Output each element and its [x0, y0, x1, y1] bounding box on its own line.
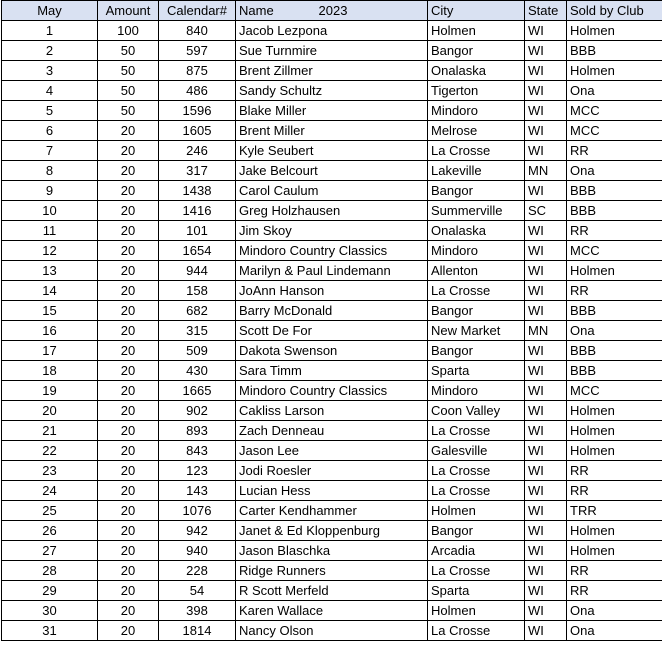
- cell-calendar: 902: [159, 401, 236, 421]
- cell-name: Ridge Runners: [236, 561, 428, 581]
- cell-city: Holmen: [428, 501, 525, 521]
- cell-calendar: 101: [159, 221, 236, 241]
- cell-club: BBB: [567, 181, 662, 201]
- cell-calendar: 246: [159, 141, 236, 161]
- cell-city: La Crosse: [428, 421, 525, 441]
- cell-club: Holmen: [567, 401, 662, 421]
- cell-club: RR: [567, 281, 662, 301]
- cell-name: Lucian Hess: [236, 481, 428, 501]
- cell-name: Brent Miller: [236, 121, 428, 141]
- table-row: [2, 521, 662, 541]
- cell-state: WI: [525, 421, 567, 441]
- cell-state: WI: [525, 21, 567, 41]
- cell-club: RR: [567, 581, 662, 601]
- cell-amount: 20: [98, 321, 159, 341]
- cell-amount: 20: [98, 241, 159, 261]
- cell-state: WI: [525, 541, 567, 561]
- cell-may: 29: [2, 581, 98, 601]
- cell-city: Holmen: [428, 601, 525, 621]
- cell-club: MCC: [567, 101, 662, 121]
- cell-name: Mindoro Country Classics: [236, 241, 428, 261]
- cell-calendar: 875: [159, 61, 236, 81]
- table-body: [2, 21, 662, 641]
- cell-state: WI: [525, 521, 567, 541]
- cell-name: Scott De For: [236, 321, 428, 341]
- table-row: [2, 501, 662, 521]
- cell-name: Sara Timm: [236, 361, 428, 381]
- cell-calendar: 944: [159, 261, 236, 281]
- cell-club: RR: [567, 561, 662, 581]
- cell-may: 15: [2, 301, 98, 321]
- header-amount: Amount: [98, 1, 159, 21]
- cell-amount: 50: [98, 61, 159, 81]
- cell-calendar: 228: [159, 561, 236, 581]
- cell-city: Mindoro: [428, 381, 525, 401]
- cell-city: Bangor: [428, 181, 525, 201]
- cell-may: 10: [2, 201, 98, 221]
- table-row: [2, 361, 662, 381]
- cell-state: WI: [525, 261, 567, 281]
- cell-city: Onalaska: [428, 221, 525, 241]
- cell-calendar: 1076: [159, 501, 236, 521]
- cell-city: Sparta: [428, 581, 525, 601]
- cell-may: 22: [2, 441, 98, 461]
- cell-name: Greg Holzhausen: [236, 201, 428, 221]
- cell-may: 20: [2, 401, 98, 421]
- cell-name: Zach Denneau: [236, 421, 428, 441]
- cell-may: 25: [2, 501, 98, 521]
- cell-may: 26: [2, 521, 98, 541]
- cell-club: Ona: [567, 321, 662, 341]
- cell-city: La Crosse: [428, 281, 525, 301]
- header-name-wrap: [239, 1, 424, 20]
- cell-amount: 20: [98, 301, 159, 321]
- header-calendar: Calendar#: [159, 1, 236, 21]
- cell-state: MN: [525, 161, 567, 181]
- table-row: [2, 561, 662, 581]
- header-name-cell: [236, 1, 428, 21]
- cell-calendar: 317: [159, 161, 236, 181]
- cell-state: WI: [525, 221, 567, 241]
- cell-club: BBB: [567, 201, 662, 221]
- table-row: [2, 121, 662, 141]
- cell-state: WI: [525, 441, 567, 461]
- cell-name: Sandy Schultz: [236, 81, 428, 101]
- cell-may: 11: [2, 221, 98, 241]
- table-row: [2, 21, 662, 41]
- cell-amount: 20: [98, 121, 159, 141]
- cell-amount: 20: [98, 161, 159, 181]
- cell-may: 30: [2, 601, 98, 621]
- cell-club: RR: [567, 141, 662, 161]
- cell-club: Holmen: [567, 421, 662, 441]
- table-row: [2, 581, 662, 601]
- cell-city: Bangor: [428, 521, 525, 541]
- cell-club: Ona: [567, 621, 662, 641]
- cell-may: 19: [2, 381, 98, 401]
- cell-may: 9: [2, 181, 98, 201]
- cell-calendar: 1605: [159, 121, 236, 141]
- cell-state: WI: [525, 181, 567, 201]
- cell-city: Bangor: [428, 301, 525, 321]
- cell-name: Jason Blaschka: [236, 541, 428, 561]
- cell-may: 16: [2, 321, 98, 341]
- cell-amount: 20: [98, 181, 159, 201]
- cell-city: Melrose: [428, 121, 525, 141]
- cell-calendar: 1596: [159, 101, 236, 121]
- header-club: Sold by Club: [567, 1, 662, 21]
- cell-state: WI: [525, 381, 567, 401]
- cell-club: Holmen: [567, 541, 662, 561]
- cell-state: WI: [525, 461, 567, 481]
- cell-may: 18: [2, 361, 98, 381]
- cell-calendar: 315: [159, 321, 236, 341]
- cell-state: WI: [525, 621, 567, 641]
- cell-city: Sparta: [428, 361, 525, 381]
- header-year: 2023: [318, 3, 348, 18]
- table-row: [2, 261, 662, 281]
- cell-state: WI: [525, 61, 567, 81]
- cell-amount: 20: [98, 501, 159, 521]
- cell-calendar: 942: [159, 521, 236, 541]
- cell-state: WI: [525, 141, 567, 161]
- cell-state: WI: [525, 81, 567, 101]
- cell-name: Blake Miller: [236, 101, 428, 121]
- cell-name: Marilyn & Paul Lindemann: [236, 261, 428, 281]
- cell-state: WI: [525, 101, 567, 121]
- table-row: [2, 141, 662, 161]
- table-row: [2, 461, 662, 481]
- cell-state: WI: [525, 601, 567, 621]
- cell-may: 31: [2, 621, 98, 641]
- cell-may: 28: [2, 561, 98, 581]
- table-row: [2, 381, 662, 401]
- cell-amount: 20: [98, 341, 159, 361]
- cell-name: Jacob Lezpona: [236, 21, 428, 41]
- cell-state: WI: [525, 401, 567, 421]
- cell-name: Carter Kendhammer: [236, 501, 428, 521]
- table-row: [2, 481, 662, 501]
- cell-state: WI: [525, 301, 567, 321]
- table-row: [2, 221, 662, 241]
- cell-amount: 20: [98, 541, 159, 561]
- cell-may: 6: [2, 121, 98, 141]
- cell-club: RR: [567, 481, 662, 501]
- cell-name: Janet & Ed Kloppenburg: [236, 521, 428, 541]
- table-row: [2, 341, 662, 361]
- table-row: [2, 101, 662, 121]
- cell-city: Lakeville: [428, 161, 525, 181]
- cell-may: 1: [2, 21, 98, 41]
- cell-state: MN: [525, 321, 567, 341]
- cell-city: Bangor: [428, 41, 525, 61]
- cell-calendar: 430: [159, 361, 236, 381]
- cell-may: 5: [2, 101, 98, 121]
- cell-amount: 50: [98, 81, 159, 101]
- cell-calendar: 398: [159, 601, 236, 621]
- cell-state: WI: [525, 121, 567, 141]
- cell-calendar: 123: [159, 461, 236, 481]
- cell-calendar: 940: [159, 541, 236, 561]
- cell-city: La Crosse: [428, 621, 525, 641]
- cell-may: 23: [2, 461, 98, 481]
- cell-club: Holmen: [567, 441, 662, 461]
- cell-name: Nancy Olson: [236, 621, 428, 641]
- cell-name: Jason Lee: [236, 441, 428, 461]
- table-row: [2, 441, 662, 461]
- cell-calendar: 682: [159, 301, 236, 321]
- cell-name: Dakota Swenson: [236, 341, 428, 361]
- header-name: Name: [239, 3, 274, 18]
- table-row: [2, 41, 662, 61]
- table-header: [2, 1, 662, 21]
- cell-may: 4: [2, 81, 98, 101]
- cell-club: BBB: [567, 341, 662, 361]
- cell-name: JoAnn Hanson: [236, 281, 428, 301]
- cell-city: Bangor: [428, 341, 525, 361]
- header-row: [2, 1, 662, 21]
- cell-may: 3: [2, 61, 98, 81]
- cell-city: Arcadia: [428, 541, 525, 561]
- cell-club: Holmen: [567, 521, 662, 541]
- cell-may: 14: [2, 281, 98, 301]
- cell-state: WI: [525, 241, 567, 261]
- cell-city: Tigerton: [428, 81, 525, 101]
- cell-may: 8: [2, 161, 98, 181]
- cell-calendar: 843: [159, 441, 236, 461]
- cell-city: Allenton: [428, 261, 525, 281]
- header-state: State: [525, 1, 567, 21]
- cell-amount: 20: [98, 281, 159, 301]
- cell-city: Galesville: [428, 441, 525, 461]
- cell-club: BBB: [567, 361, 662, 381]
- cell-amount: 20: [98, 481, 159, 501]
- cell-name: Jodi Roesler: [236, 461, 428, 481]
- cell-calendar: 143: [159, 481, 236, 501]
- cell-amount: 20: [98, 221, 159, 241]
- cell-city: Mindoro: [428, 101, 525, 121]
- cell-club: MCC: [567, 381, 662, 401]
- header-city: City: [428, 1, 525, 21]
- cell-club: Holmen: [567, 21, 662, 41]
- cell-city: Coon Valley: [428, 401, 525, 421]
- cell-calendar: 486: [159, 81, 236, 101]
- cell-club: BBB: [567, 41, 662, 61]
- table-row: [2, 281, 662, 301]
- table-row: [2, 541, 662, 561]
- table-row: [2, 621, 662, 641]
- cell-may: 13: [2, 261, 98, 281]
- table-row: [2, 321, 662, 341]
- cell-city: Summerville: [428, 201, 525, 221]
- cell-city: La Crosse: [428, 561, 525, 581]
- cell-amount: 20: [98, 461, 159, 481]
- cell-calendar: 1416: [159, 201, 236, 221]
- cell-may: 12: [2, 241, 98, 261]
- cell-may: 21: [2, 421, 98, 441]
- cell-state: WI: [525, 561, 567, 581]
- cell-state: WI: [525, 361, 567, 381]
- cell-calendar: 893: [159, 421, 236, 441]
- cell-state: WI: [525, 341, 567, 361]
- table-row: [2, 601, 662, 621]
- cell-may: 2: [2, 41, 98, 61]
- cell-name: Sue Turnmire: [236, 41, 428, 61]
- cell-amount: 20: [98, 361, 159, 381]
- cell-calendar: 1438: [159, 181, 236, 201]
- cell-may: 27: [2, 541, 98, 561]
- cell-amount: 20: [98, 581, 159, 601]
- cell-amount: 50: [98, 41, 159, 61]
- cell-name: Carol Caulum: [236, 181, 428, 201]
- cell-amount: 20: [98, 261, 159, 281]
- table-row: [2, 421, 662, 441]
- cell-city: Holmen: [428, 21, 525, 41]
- cell-state: WI: [525, 281, 567, 301]
- cell-club: RR: [567, 221, 662, 241]
- cell-calendar: 1814: [159, 621, 236, 641]
- cell-amount: 20: [98, 441, 159, 461]
- cell-calendar: 1654: [159, 241, 236, 261]
- cell-amount: 20: [98, 521, 159, 541]
- cell-name: Mindoro Country Classics: [236, 381, 428, 401]
- cell-club: Ona: [567, 161, 662, 181]
- cell-club: BBB: [567, 301, 662, 321]
- cell-state: WI: [525, 501, 567, 521]
- cell-calendar: 54: [159, 581, 236, 601]
- table-row: [2, 301, 662, 321]
- cell-amount: 20: [98, 601, 159, 621]
- cell-city: La Crosse: [428, 141, 525, 161]
- table-row: [2, 81, 662, 101]
- cell-city: New Market: [428, 321, 525, 341]
- cell-name: Kyle Seubert: [236, 141, 428, 161]
- cell-amount: 20: [98, 201, 159, 221]
- cell-club: Holmen: [567, 61, 662, 81]
- cell-name: Jim Skoy: [236, 221, 428, 241]
- table-row: [2, 181, 662, 201]
- cell-state: WI: [525, 481, 567, 501]
- cell-name: Karen Wallace: [236, 601, 428, 621]
- cell-state: WI: [525, 41, 567, 61]
- cell-city: Onalaska: [428, 61, 525, 81]
- cell-amount: 20: [98, 421, 159, 441]
- cell-calendar: 840: [159, 21, 236, 41]
- cell-calendar: 158: [159, 281, 236, 301]
- cell-name: Cakliss Larson: [236, 401, 428, 421]
- cell-calendar: 597: [159, 41, 236, 61]
- winners-table: [1, 0, 662, 641]
- cell-amount: 20: [98, 401, 159, 421]
- cell-amount: 50: [98, 101, 159, 121]
- cell-amount: 100: [98, 21, 159, 41]
- cell-club: RR: [567, 461, 662, 481]
- cell-may: 24: [2, 481, 98, 501]
- cell-club: Holmen: [567, 261, 662, 281]
- cell-city: La Crosse: [428, 481, 525, 501]
- cell-amount: 20: [98, 621, 159, 641]
- table-row: [2, 201, 662, 221]
- cell-amount: 20: [98, 141, 159, 161]
- table-row: [2, 241, 662, 261]
- cell-name: Barry McDonald: [236, 301, 428, 321]
- cell-may: 17: [2, 341, 98, 361]
- cell-club: MCC: [567, 241, 662, 261]
- cell-amount: 20: [98, 561, 159, 581]
- table-row: [2, 401, 662, 421]
- cell-name: R Scott Merfeld: [236, 581, 428, 601]
- table-row: [2, 161, 662, 181]
- cell-may: 7: [2, 141, 98, 161]
- cell-amount: 20: [98, 381, 159, 401]
- cell-club: MCC: [567, 121, 662, 141]
- cell-name: Jake Belcourt: [236, 161, 428, 181]
- cell-state: WI: [525, 581, 567, 601]
- cell-name: Brent Zillmer: [236, 61, 428, 81]
- cell-state: SC: [525, 201, 567, 221]
- cell-club: Ona: [567, 81, 662, 101]
- cell-calendar: 1665: [159, 381, 236, 401]
- cell-city: La Crosse: [428, 461, 525, 481]
- table-row: [2, 61, 662, 81]
- cell-calendar: 509: [159, 341, 236, 361]
- cell-club: TRR: [567, 501, 662, 521]
- header-may: May: [2, 1, 98, 21]
- cell-club: Ona: [567, 601, 662, 621]
- cell-city: Mindoro: [428, 241, 525, 261]
